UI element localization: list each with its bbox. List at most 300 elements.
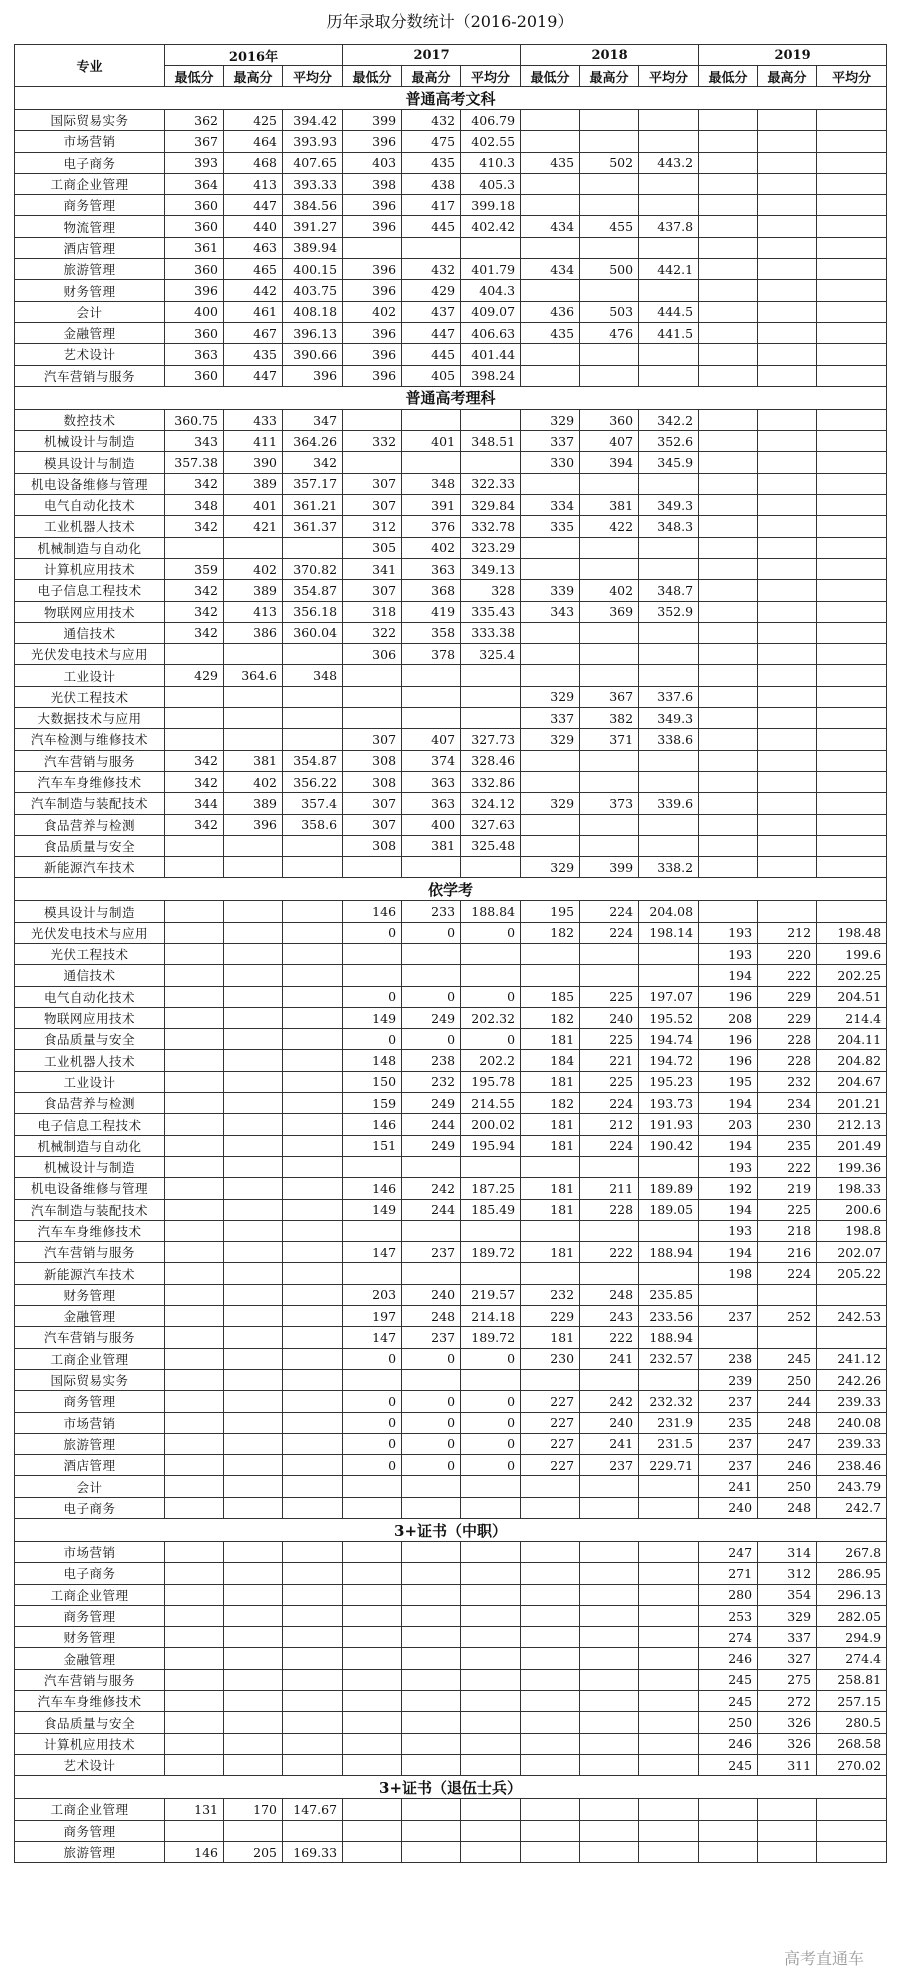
score-cell bbox=[817, 259, 887, 280]
score-cell: 181 bbox=[521, 1178, 580, 1199]
score-cell: 189.05 bbox=[639, 1199, 699, 1220]
score-cell: 360 bbox=[165, 365, 224, 386]
score-cell: 359 bbox=[165, 558, 224, 579]
score-cell bbox=[224, 1071, 283, 1092]
score-cell: 332.86 bbox=[461, 771, 521, 792]
score-cell: 182 bbox=[521, 1093, 580, 1114]
score-cell bbox=[402, 1733, 461, 1754]
score-cell bbox=[699, 750, 758, 771]
score-cell bbox=[699, 516, 758, 537]
score-cell bbox=[165, 1327, 224, 1348]
score-cell: 242.26 bbox=[817, 1369, 887, 1390]
score-cell: 305 bbox=[343, 537, 402, 558]
score-cell bbox=[699, 622, 758, 643]
year-header-2016: 2016年 bbox=[165, 45, 343, 66]
score-cell bbox=[224, 1455, 283, 1476]
score-cell bbox=[758, 365, 817, 386]
score-cell: 148 bbox=[343, 1050, 402, 1071]
score-cell bbox=[758, 1327, 817, 1348]
score-cell: 325.48 bbox=[461, 835, 521, 856]
score-cell: 440 bbox=[224, 216, 283, 237]
score-cell bbox=[283, 1284, 343, 1305]
score-cell: 342 bbox=[165, 580, 224, 601]
score-cell bbox=[758, 216, 817, 237]
score-cell bbox=[639, 750, 699, 771]
score-cell bbox=[758, 601, 817, 622]
score-cell: 425 bbox=[224, 110, 283, 131]
score-cell: 212.13 bbox=[817, 1114, 887, 1135]
score-cell bbox=[758, 280, 817, 301]
score-cell bbox=[817, 216, 887, 237]
score-cell: 224 bbox=[580, 901, 639, 922]
score-cell: 181 bbox=[521, 1114, 580, 1135]
score-cell: 240.08 bbox=[817, 1412, 887, 1433]
score-cell: 356.18 bbox=[283, 601, 343, 622]
score-cell bbox=[283, 1669, 343, 1690]
major-name-cell: 工商企业管理 bbox=[15, 173, 165, 194]
score-cell bbox=[343, 1627, 402, 1648]
score-cell: 249 bbox=[402, 1007, 461, 1028]
score-cell bbox=[224, 1712, 283, 1733]
score-cell bbox=[521, 1712, 580, 1733]
section-header-row bbox=[15, 1776, 887, 1799]
score-cell bbox=[639, 1156, 699, 1177]
score-cell: 147 bbox=[343, 1327, 402, 1348]
score-cell: 253 bbox=[699, 1605, 758, 1626]
score-cell: 296.13 bbox=[817, 1584, 887, 1605]
table-row bbox=[15, 152, 887, 173]
table-row bbox=[15, 1542, 887, 1563]
score-cell bbox=[580, 665, 639, 686]
score-cell: 363 bbox=[402, 793, 461, 814]
score-cell bbox=[639, 771, 699, 792]
score-cell: 224 bbox=[580, 1093, 639, 1114]
score-cell: 204.51 bbox=[817, 986, 887, 1007]
table-row bbox=[15, 1071, 887, 1092]
score-cell bbox=[402, 686, 461, 707]
major-name-cell: 商务管理 bbox=[15, 1391, 165, 1412]
admission-score-table bbox=[14, 44, 887, 1863]
score-cell: 195.78 bbox=[461, 1071, 521, 1092]
score-cell bbox=[224, 1627, 283, 1648]
score-cell: 189.89 bbox=[639, 1178, 699, 1199]
score-cell: 339 bbox=[521, 580, 580, 601]
score-cell: 399.18 bbox=[461, 195, 521, 216]
score-cell bbox=[521, 558, 580, 579]
score-cell: 237 bbox=[699, 1306, 758, 1327]
score-cell bbox=[283, 1071, 343, 1092]
score-cell: 198.33 bbox=[817, 1178, 887, 1199]
score-cell bbox=[283, 1156, 343, 1177]
score-cell bbox=[224, 1733, 283, 1754]
score-cell: 246 bbox=[699, 1733, 758, 1754]
score-cell bbox=[699, 431, 758, 452]
score-cell bbox=[521, 280, 580, 301]
score-cell bbox=[580, 537, 639, 558]
score-cell: 242.53 bbox=[817, 1306, 887, 1327]
max-score-header: 最高分 bbox=[402, 66, 461, 87]
score-cell: 393.33 bbox=[283, 173, 343, 194]
score-cell bbox=[224, 1327, 283, 1348]
score-cell: 224 bbox=[580, 1135, 639, 1156]
score-cell bbox=[758, 750, 817, 771]
score-cell bbox=[402, 1220, 461, 1241]
score-cell bbox=[758, 835, 817, 856]
score-cell bbox=[580, 814, 639, 835]
score-cell: 378 bbox=[402, 644, 461, 665]
score-cell: 417 bbox=[402, 195, 461, 216]
score-cell bbox=[521, 1799, 580, 1820]
score-cell: 307 bbox=[343, 495, 402, 516]
table-row bbox=[15, 1093, 887, 1114]
score-cell bbox=[283, 943, 343, 964]
score-cell: 324.12 bbox=[461, 793, 521, 814]
score-cell: 348.51 bbox=[461, 431, 521, 452]
table-row bbox=[15, 216, 887, 237]
table-row bbox=[15, 1497, 887, 1518]
score-cell bbox=[283, 1691, 343, 1712]
score-cell: 394 bbox=[580, 452, 639, 473]
score-cell: 438 bbox=[402, 173, 461, 194]
score-cell: 307 bbox=[343, 793, 402, 814]
score-cell bbox=[521, 835, 580, 856]
score-cell bbox=[580, 1712, 639, 1733]
score-cell bbox=[283, 1093, 343, 1114]
score-cell bbox=[343, 1476, 402, 1497]
major-name-cell: 旅游管理 bbox=[15, 259, 165, 280]
score-cell: 235.85 bbox=[639, 1284, 699, 1305]
score-cell: 341 bbox=[343, 558, 402, 579]
score-cell bbox=[343, 1712, 402, 1733]
major-name-cell: 工业机器人技术 bbox=[15, 516, 165, 537]
major-name-cell: 机械设计与制造 bbox=[15, 431, 165, 452]
score-cell bbox=[402, 1497, 461, 1518]
score-cell: 393.93 bbox=[283, 131, 343, 152]
score-cell: 370.82 bbox=[283, 558, 343, 579]
score-cell bbox=[461, 665, 521, 686]
score-cell: 195.52 bbox=[639, 1007, 699, 1028]
score-cell: 0 bbox=[402, 1029, 461, 1050]
score-cell bbox=[165, 986, 224, 1007]
section-header-row bbox=[15, 386, 887, 409]
min-score-header: 最低分 bbox=[165, 66, 224, 87]
score-cell bbox=[639, 344, 699, 365]
score-cell bbox=[521, 1476, 580, 1497]
table-row bbox=[15, 1563, 887, 1584]
score-cell bbox=[699, 237, 758, 258]
score-cell bbox=[817, 110, 887, 131]
score-cell bbox=[639, 665, 699, 686]
score-cell bbox=[639, 835, 699, 856]
score-cell: 429 bbox=[402, 280, 461, 301]
score-cell: 442.1 bbox=[639, 259, 699, 280]
score-cell bbox=[521, 237, 580, 258]
table-row bbox=[15, 1455, 887, 1476]
score-cell: 396 bbox=[224, 814, 283, 835]
score-cell bbox=[699, 1841, 758, 1862]
score-cell: 151 bbox=[343, 1135, 402, 1156]
score-cell bbox=[521, 1733, 580, 1754]
score-cell bbox=[580, 344, 639, 365]
score-cell: 445 bbox=[402, 216, 461, 237]
score-cell: 205 bbox=[224, 1841, 283, 1862]
major-name-cell: 光伏发电技术与应用 bbox=[15, 644, 165, 665]
major-name-cell: 金融管理 bbox=[15, 1648, 165, 1669]
score-cell: 229 bbox=[521, 1306, 580, 1327]
score-cell bbox=[283, 901, 343, 922]
score-cell: 413 bbox=[224, 173, 283, 194]
score-cell: 208 bbox=[699, 1007, 758, 1028]
table-row bbox=[15, 1007, 887, 1028]
score-cell bbox=[817, 301, 887, 322]
score-cell: 169.33 bbox=[283, 1841, 343, 1862]
score-cell bbox=[521, 771, 580, 792]
score-cell: 201.49 bbox=[817, 1135, 887, 1156]
table-row bbox=[15, 686, 887, 707]
score-cell bbox=[165, 943, 224, 964]
score-cell: 184 bbox=[521, 1050, 580, 1071]
score-cell bbox=[521, 1497, 580, 1518]
score-cell bbox=[758, 622, 817, 643]
major-name-cell: 旅游管理 bbox=[15, 1433, 165, 1454]
major-name-cell: 通信技术 bbox=[15, 622, 165, 643]
score-cell bbox=[343, 1733, 402, 1754]
score-cell: 194 bbox=[699, 1093, 758, 1114]
score-cell: 342 bbox=[283, 452, 343, 473]
score-cell: 203 bbox=[343, 1284, 402, 1305]
table-row bbox=[15, 1712, 887, 1733]
min-score-header: 最低分 bbox=[521, 66, 580, 87]
score-cell: 237 bbox=[699, 1433, 758, 1454]
score-cell bbox=[758, 793, 817, 814]
score-cell: 307 bbox=[343, 729, 402, 750]
major-name-cell: 电子商务 bbox=[15, 1497, 165, 1518]
section-title: 3+证书（中职） bbox=[15, 1519, 887, 1542]
score-cell: 332.78 bbox=[461, 516, 521, 537]
score-cell: 391.27 bbox=[283, 216, 343, 237]
score-cell bbox=[699, 814, 758, 835]
score-cell bbox=[758, 814, 817, 835]
score-cell bbox=[283, 1412, 343, 1433]
score-cell: 357.38 bbox=[165, 452, 224, 473]
score-cell: 402.55 bbox=[461, 131, 521, 152]
score-cell bbox=[521, 644, 580, 665]
score-cell bbox=[343, 1563, 402, 1584]
score-cell bbox=[283, 1733, 343, 1754]
score-cell bbox=[343, 1754, 402, 1775]
score-cell: 241 bbox=[580, 1433, 639, 1454]
score-cell bbox=[461, 1563, 521, 1584]
score-cell bbox=[639, 1563, 699, 1584]
score-cell bbox=[639, 110, 699, 131]
score-cell: 202.32 bbox=[461, 1007, 521, 1028]
table-row bbox=[15, 1135, 887, 1156]
table-row bbox=[15, 622, 887, 643]
table-row bbox=[15, 835, 887, 856]
score-cell bbox=[461, 1584, 521, 1605]
table-row bbox=[15, 814, 887, 835]
score-cell: 432 bbox=[402, 110, 461, 131]
major-name-cell: 汽车营销与服务 bbox=[15, 365, 165, 386]
score-cell: 376 bbox=[402, 516, 461, 537]
score-cell: 364.26 bbox=[283, 431, 343, 452]
table-row bbox=[15, 1284, 887, 1305]
score-cell bbox=[580, 1754, 639, 1775]
score-cell: 435 bbox=[402, 152, 461, 173]
score-cell bbox=[699, 1327, 758, 1348]
table-row bbox=[15, 750, 887, 771]
score-cell bbox=[224, 686, 283, 707]
score-cell: 390 bbox=[224, 452, 283, 473]
score-cell bbox=[521, 1263, 580, 1284]
section-title: 3+证书（退伍士兵） bbox=[15, 1776, 887, 1799]
score-cell bbox=[758, 259, 817, 280]
score-cell: 332 bbox=[343, 431, 402, 452]
score-cell bbox=[639, 1369, 699, 1390]
score-cell bbox=[580, 173, 639, 194]
score-cell: 282.05 bbox=[817, 1605, 887, 1626]
score-cell: 403 bbox=[343, 152, 402, 173]
score-cell: 329 bbox=[521, 686, 580, 707]
score-cell: 204.67 bbox=[817, 1071, 887, 1092]
score-cell: 230 bbox=[758, 1114, 817, 1135]
major-name-cell: 工商企业管理 bbox=[15, 1348, 165, 1369]
major-name-cell: 工商企业管理 bbox=[15, 1799, 165, 1820]
score-cell: 280.5 bbox=[817, 1712, 887, 1733]
score-cell: 244 bbox=[758, 1391, 817, 1412]
score-cell bbox=[580, 237, 639, 258]
score-cell: 410.3 bbox=[461, 152, 521, 173]
score-cell bbox=[224, 1178, 283, 1199]
score-cell: 437.8 bbox=[639, 216, 699, 237]
score-cell bbox=[283, 1199, 343, 1220]
section-header-row bbox=[15, 1519, 887, 1542]
score-cell bbox=[817, 665, 887, 686]
score-cell: 241 bbox=[580, 1348, 639, 1369]
table-row bbox=[15, 1584, 887, 1605]
score-cell bbox=[461, 1605, 521, 1626]
table-row bbox=[15, 495, 887, 516]
score-cell: 337 bbox=[521, 708, 580, 729]
max-score-header: 最高分 bbox=[224, 66, 283, 87]
score-cell bbox=[699, 344, 758, 365]
score-cell bbox=[461, 237, 521, 258]
score-cell bbox=[521, 965, 580, 986]
score-cell: 237 bbox=[402, 1327, 461, 1348]
score-cell: 436 bbox=[521, 301, 580, 322]
score-cell bbox=[699, 365, 758, 386]
score-cell bbox=[343, 1648, 402, 1669]
score-cell: 0 bbox=[461, 922, 521, 943]
score-cell bbox=[343, 1799, 402, 1820]
major-name-cell: 商务管理 bbox=[15, 1820, 165, 1841]
score-cell: 400.15 bbox=[283, 259, 343, 280]
score-cell bbox=[699, 259, 758, 280]
score-cell bbox=[224, 1691, 283, 1712]
score-cell: 294.9 bbox=[817, 1627, 887, 1648]
major-header: 专业 bbox=[15, 45, 165, 87]
table-row bbox=[15, 131, 887, 152]
score-cell bbox=[165, 1178, 224, 1199]
score-cell: 0 bbox=[402, 1391, 461, 1412]
score-cell: 381 bbox=[224, 750, 283, 771]
avg-score-header: 平均分 bbox=[817, 66, 887, 87]
score-cell: 421 bbox=[224, 516, 283, 537]
score-cell bbox=[521, 110, 580, 131]
score-cell bbox=[343, 1369, 402, 1390]
table-row bbox=[15, 601, 887, 622]
score-cell: 349.13 bbox=[461, 558, 521, 579]
major-name-cell: 模具设计与制造 bbox=[15, 901, 165, 922]
page-title: 历年录取分数统计（2016-2019） bbox=[326, 12, 574, 31]
score-cell bbox=[758, 1841, 817, 1862]
score-cell bbox=[817, 750, 887, 771]
score-cell: 330 bbox=[521, 452, 580, 473]
score-cell: 0 bbox=[402, 1412, 461, 1433]
score-cell: 195.23 bbox=[639, 1071, 699, 1092]
score-cell: 352.6 bbox=[639, 431, 699, 452]
score-cell: 308 bbox=[343, 835, 402, 856]
score-cell: 360 bbox=[580, 409, 639, 430]
score-cell bbox=[521, 1369, 580, 1390]
score-cell bbox=[521, 344, 580, 365]
major-name-cell: 市场营销 bbox=[15, 1412, 165, 1433]
score-cell bbox=[165, 1627, 224, 1648]
table-row bbox=[15, 537, 887, 558]
score-cell bbox=[817, 195, 887, 216]
table-row bbox=[15, 665, 887, 686]
score-cell bbox=[817, 452, 887, 473]
score-cell: 149 bbox=[343, 1199, 402, 1220]
score-cell bbox=[461, 965, 521, 986]
score-cell bbox=[580, 1648, 639, 1669]
score-cell bbox=[699, 901, 758, 922]
score-cell bbox=[521, 1669, 580, 1690]
score-cell bbox=[343, 452, 402, 473]
score-cell bbox=[639, 1627, 699, 1648]
score-cell: 150 bbox=[343, 1071, 402, 1092]
score-cell bbox=[165, 1691, 224, 1712]
score-cell bbox=[224, 1476, 283, 1497]
section-title: 依学考 bbox=[15, 878, 887, 901]
score-cell: 146 bbox=[343, 1114, 402, 1135]
score-cell: 131 bbox=[165, 1799, 224, 1820]
score-cell: 333.38 bbox=[461, 622, 521, 643]
score-cell bbox=[817, 431, 887, 452]
score-cell bbox=[165, 1156, 224, 1177]
score-cell bbox=[639, 237, 699, 258]
score-cell bbox=[521, 1584, 580, 1605]
score-cell bbox=[817, 1841, 887, 1862]
score-cell: 241 bbox=[699, 1476, 758, 1497]
score-cell: 198.8 bbox=[817, 1220, 887, 1241]
score-cell bbox=[521, 173, 580, 194]
score-cell bbox=[521, 622, 580, 643]
table-row bbox=[15, 322, 887, 343]
score-cell bbox=[758, 409, 817, 430]
table-row bbox=[15, 301, 887, 322]
score-cell: 0 bbox=[343, 1455, 402, 1476]
table-row bbox=[15, 1199, 887, 1220]
score-cell bbox=[758, 686, 817, 707]
score-cell: 342 bbox=[165, 516, 224, 537]
score-cell: 461 bbox=[224, 301, 283, 322]
score-cell bbox=[699, 537, 758, 558]
major-name-cell: 财务管理 bbox=[15, 280, 165, 301]
table-row bbox=[15, 729, 887, 750]
score-cell bbox=[521, 1156, 580, 1177]
score-cell bbox=[639, 1841, 699, 1862]
